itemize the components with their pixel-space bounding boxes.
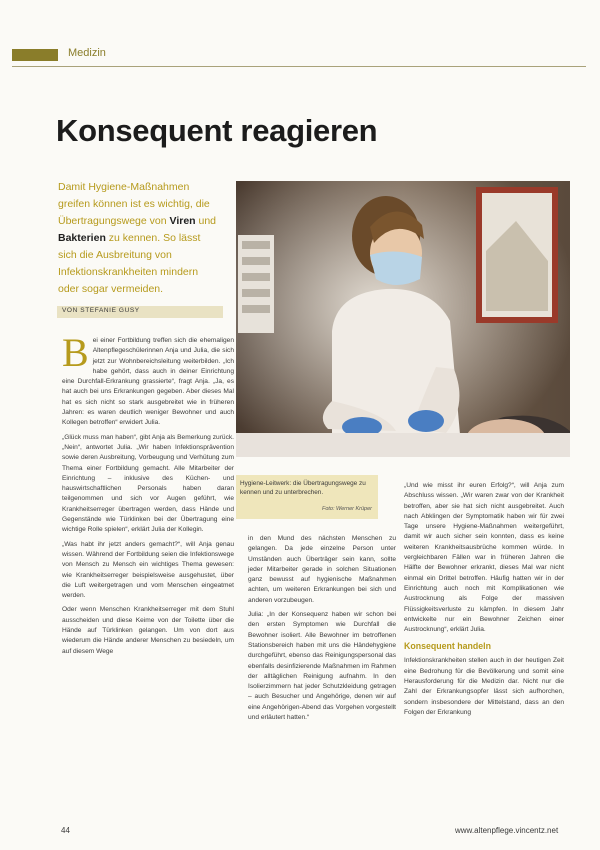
col1-paragraph-4: Oder wenn Menschen Krankheitserreger mit dem Stuhl ausscheiden und diese Keime von der Toilette über die Hände auf Türklinken gelangen. Um von dort aus wiederum die Hände anderer Menschen zu besiedeln, um auf diesem Wege [62,606,234,655]
article-column-1 [62,330,234,661]
footer-url[interactable]: www.altenpflege.vincentz.net [455,826,559,835]
byline: VON STEFANIE GUSY [62,307,140,314]
col1-paragraph-3: „Was habt ihr jetzt anders gemacht?“, will Anja genau wissen. Während der Fortbildung seien die Infektionswege von Mensch zu Mensch ein wichtiges Thema gewesen: wie Krankheitserreger beispielsweise ausgehustet, über die Luft weitergetragen und vom Menschen eingeatmet werden. [62,540,234,600]
lede-viren: Viren [169,215,196,227]
photo-caption: Hygiene-Leitwerk: die Übertragungswege zu kennen und zu unterbrechen. [240,480,366,496]
col1-paragraph-2: „Glück muss man haben“, gibt Anja als Bemerkung zurück. „Nein“, antwortet Julia. „Wir haben Infektionsprävention sowie deren Ausbreitung, Vorbeugung und Verhütung zum Thema einer Fortbildung gemacht. Alle Mitarbeiter der Einrichtung – inklusive des Küchen- und hauswirtschaftlichen Personals haben daran teilgenommen und sich vor Augen geführt, wie Krankheitserreger übertragen werden, dass Hände und Gegenstände wie Türklinken bei der Übertragung eine wichtige Rolle spielen“, erklärt Julia der Kollegin. [62,433,234,534]
article-lede [58,179,218,298]
nurse-photo [236,181,570,457]
article-headline: Konsequent reagieren [56,113,378,148]
page-number: 44 [61,826,70,835]
section-color-bar [12,49,58,61]
photo-credit: Foto: Werner Krüper [321,506,372,512]
lede-text-b: zu kennen. So lässt sich die Ausbreitung von Infektionskrankheiten mindern oder sogar vermeiden. [58,232,201,295]
article-column-2 [248,534,396,727]
col2-paragraph-1: in den Mund des nächsten Menschen zu gelangen. Da jede einzelne Person unter Umständen auch Überträger sein kann, sollte jeder Mitarbeiter gerade in solchen Situationen ganz bewusst auf hygienische Maßnahmen achten, um weiteren Erkrankungen bei sich und anderen vorzubeugen. [248,535,396,604]
lede-bakterien: Bakterien [58,232,106,244]
drop-cap: B [62,330,89,375]
col2-paragraph-2: Julia: „In der Konsequenz haben wir schon bei den ersten Symptomen wie Durchfall die Bewohner isoliert. Alle Bewohner im betroffenen Stationsbereich haben mit uns die Händehygiene durchgeführt, ebenso das Reinigungspersonal das ebenfalls desinfizierende Maßnahmen im Rahmen der alltäglichen Reinigung aufnahm. In den Isolierzimmern hat jeder Schutzkleidung getragen – auch Besucher und Angehörige, denen wir auf eine Angehörigen-Abend das Vorgehen vorgestellt und erläutert hatten.“ [248,611,396,722]
lede-text-a: Damit Hygiene-Maßnahmen greifen können ist es wichtig, die Übertragungswege von [58,181,210,227]
nurse-photo-illustration [236,181,570,457]
subheading: Konsequent handeln [404,641,491,652]
lede-und: und [195,215,217,227]
article-column-3 [404,481,564,722]
col3-paragraph-1: „Und wie misst ihr euren Erfolg?“, will Anja zum Abschluss wissen. „Wir waren zwar von der Krankheit betroffen, aber sie hat sich nicht ausgebreitet. Auch nach Abklingen der Symptomatik haben wir für zwei Tage unsere Hygiene-Maßnahmen weitergeführt, damit wir auch sicher sein konnten, dass es keine weiteren Krankheitsausbrüche kommen würde. In vergleichbaren Fällen war in früheren Jahren die Hälfte der Bewohner erkrankt, dieses Mal war nicht einmal ein Drittel betroffen. Häufig hatten wir in der Einrichtung auch noch mit Komplikationen wie Austrocknung als Folge der massiven Flüssigkeitsverluste zu kämpfen. In diesem Jahr entwickelte nur ein Bewohner Zeichen einer Austrocknung“, erklärt Julia. [404,482,564,634]
header-rule [12,66,586,67]
col1-paragraph-1: ei einer Fortbildung treffen sich die ehemaligen Altenpflegeschülerinnen Anja und Julia, die sich jetzt zur Wohnbereichsleitung weiterbilden. „Ich habe gehört, dass auch in deiner Einrichtung eine Durchfall-Erkrankung grassierte“, fragt Anja. „Ja, es hat auch bei uns Erkrankungen gegeben. Aber dieses Mal hat es sich nicht so stark ausgebreitet wie in früheren Jahren: es waren deutlich weniger Bewohner und auch Kollegen betroffen“ erwidert Julia. [62,337,234,427]
section-label: Medizin [68,47,106,59]
col3-paragraph-2: Infektionskrankheiten stellen auch in der heutigen Zeit eine Bedrohung für die Bevölkerung und somit eine Herausforderung für die Medizin dar. Nicht nur die Zahl der Erkrankungsopfer lässt sich aufhorchen, sondern insbesondere der Mittelstand, dass an den Folgen der Erkrankung [404,657,564,716]
